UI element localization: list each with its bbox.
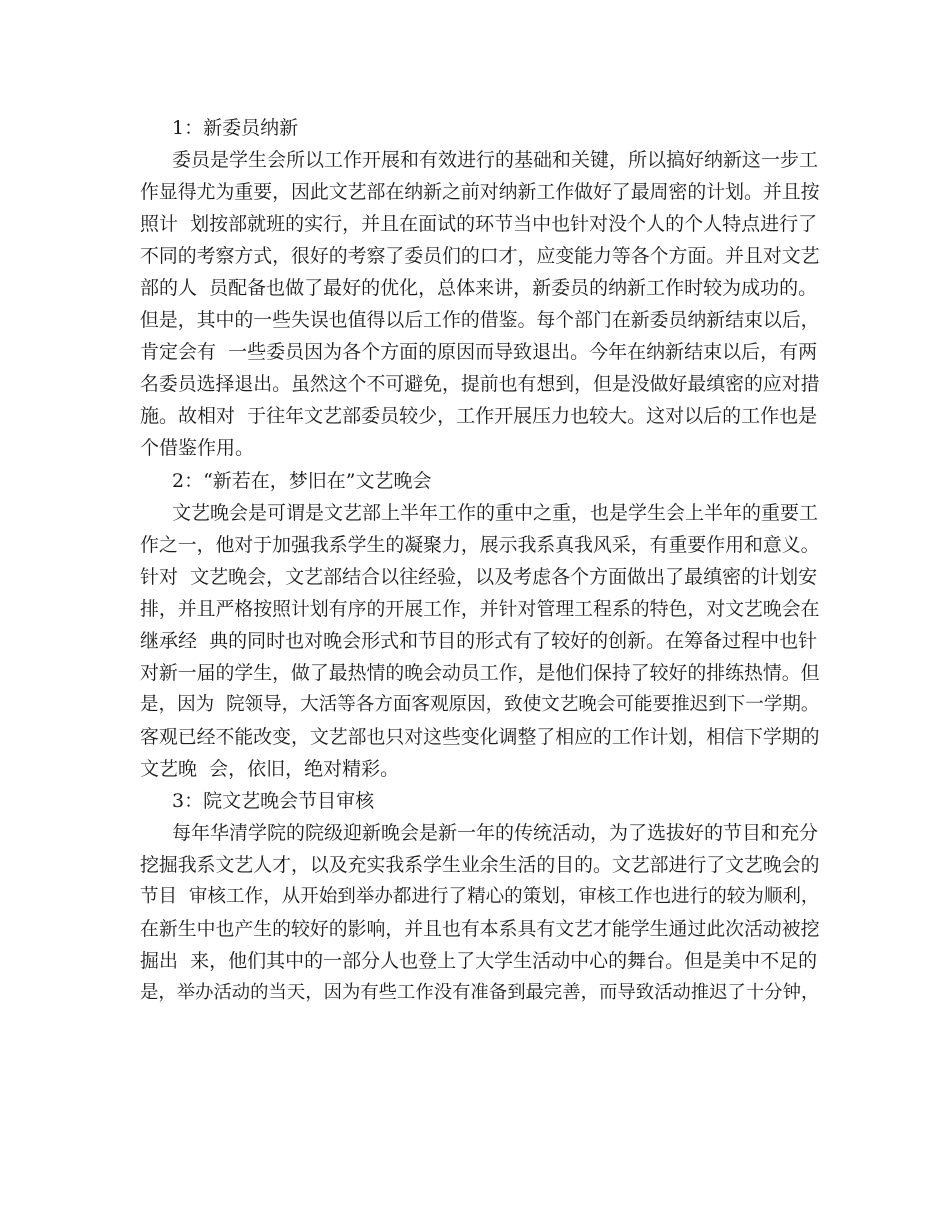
paragraph-1-line: 委员是学生会所以工作开展和有效进行的基础和关键，所以搞好纳新这一步工 xyxy=(172,149,819,172)
paragraph-2-line: 对新一届的学生，做了最热情的晚会动员工作，是他们保持了较好的排练热情。但 xyxy=(140,661,820,684)
paragraph-2-line: 是，因为 院领导，大活等各方面客观原因，致使文艺晚会可能要推迟到下一学期。 xyxy=(140,693,820,715)
section-heading-2: 2：“新若在，梦旧在”文艺晚会 xyxy=(172,469,432,492)
paragraph-1-line: 不同的考察方式，很好的考察了委员们的口才，应变能力等各个方面。并且对文艺 xyxy=(140,245,820,268)
paragraph-1-line: 但是，其中的一些失误也值得以后工作的借鉴。每个部门在新委员纳新结束以后， xyxy=(140,309,820,332)
paragraph-2-line: 客观已经不能改变，文艺部也只对这些变化调整了相应的工作计划，相信下学期的 xyxy=(140,725,820,748)
paragraph-3-line: 掘出 来，他们其中的一部分人也登上了大学生活动中心的舞台。但是美中不足的 xyxy=(140,950,818,973)
section-heading-1: 1：新委员纳新 xyxy=(172,117,299,139)
paragraph-1-line: 施。故相对 于往年文艺部委员较少，工作开展压力也较大。这对以后的工作也是 xyxy=(140,405,818,428)
paragraph-1-line: 照计 划按部就班的实行，并且在面试的环节当中也针对没个人的个人特点进行了 xyxy=(140,213,818,236)
paragraph-1-line: 部的人 员配备也做了最好的优化，总体来讲，新委员的纳新工作时较为成功的。 xyxy=(140,277,818,300)
paragraph-3-line: 是，举办活动的当天，因为有些工作没有准备到最完善，而导致活动推迟了十分钟， xyxy=(140,982,820,1004)
paragraph-2-line: 作之一，他对于加强我系学生的凝聚力，展示我系真我风采，有重要作用和意义。 xyxy=(140,533,820,556)
paragraph-3-line: 挖掘我系文艺人才，以及充实我系学生业余生活的目的。文艺部进行了文艺晚会的 xyxy=(140,854,820,877)
paragraph-2-line: 针对 文艺晚会，文艺部结合以往经验，以及考虑各个方面做出了最缜密的计划安 xyxy=(140,565,818,588)
paragraph-2-line: 文艺晚会是可谓是文艺部上半年工作的重中之重，也是学生会上半年的重要工 xyxy=(172,501,819,524)
paragraph-2-line: 继承经 典的同时也对晚会形式和节目的形式有了较好的创新。在筹备过程中也针 xyxy=(140,629,818,652)
paragraph-3-line: 节目 审核工作，从开始到举办都进行了精心的策划，审核工作也进行的较为顺利， xyxy=(140,886,820,908)
paragraph-1-line: 名委员选择退出。虽然这个不可避免，提前也有想到，但是没做好最缜密的应对措 xyxy=(140,373,820,396)
paragraph-2-line: 排，并且严格按照计划有序的开展工作，并针对管理工程系的特色，对文艺晚会在 xyxy=(140,597,820,620)
paragraph-1-line: 个借鉴作用。 xyxy=(140,437,255,460)
paragraph-1-line: 肯定会有 一些委员因为各个方面的原因而导致退出。今年在纳新结束以后，有两 xyxy=(140,341,818,364)
document-body xyxy=(140,112,820,1009)
paragraph-1-line: 作显得尤为重要，因此文艺部在纳新之前对纳新工作做好了最周密的计划。并且按 xyxy=(140,181,820,204)
paragraph-3-line: 在新生中也产生的较好的影响，并且也有本系具有文艺才能学生通过此次活动被挖 xyxy=(140,918,820,941)
paragraph-2-line: 文艺晚 会，依旧，绝对精彩。 xyxy=(140,757,400,780)
section-heading-3: 3：院文艺晚会节目审核 xyxy=(172,789,375,812)
paragraph-3-line: 每年华清学院的院级迎新晚会是新一年的传统活动，为了选拔好的节目和充分 xyxy=(172,822,819,845)
